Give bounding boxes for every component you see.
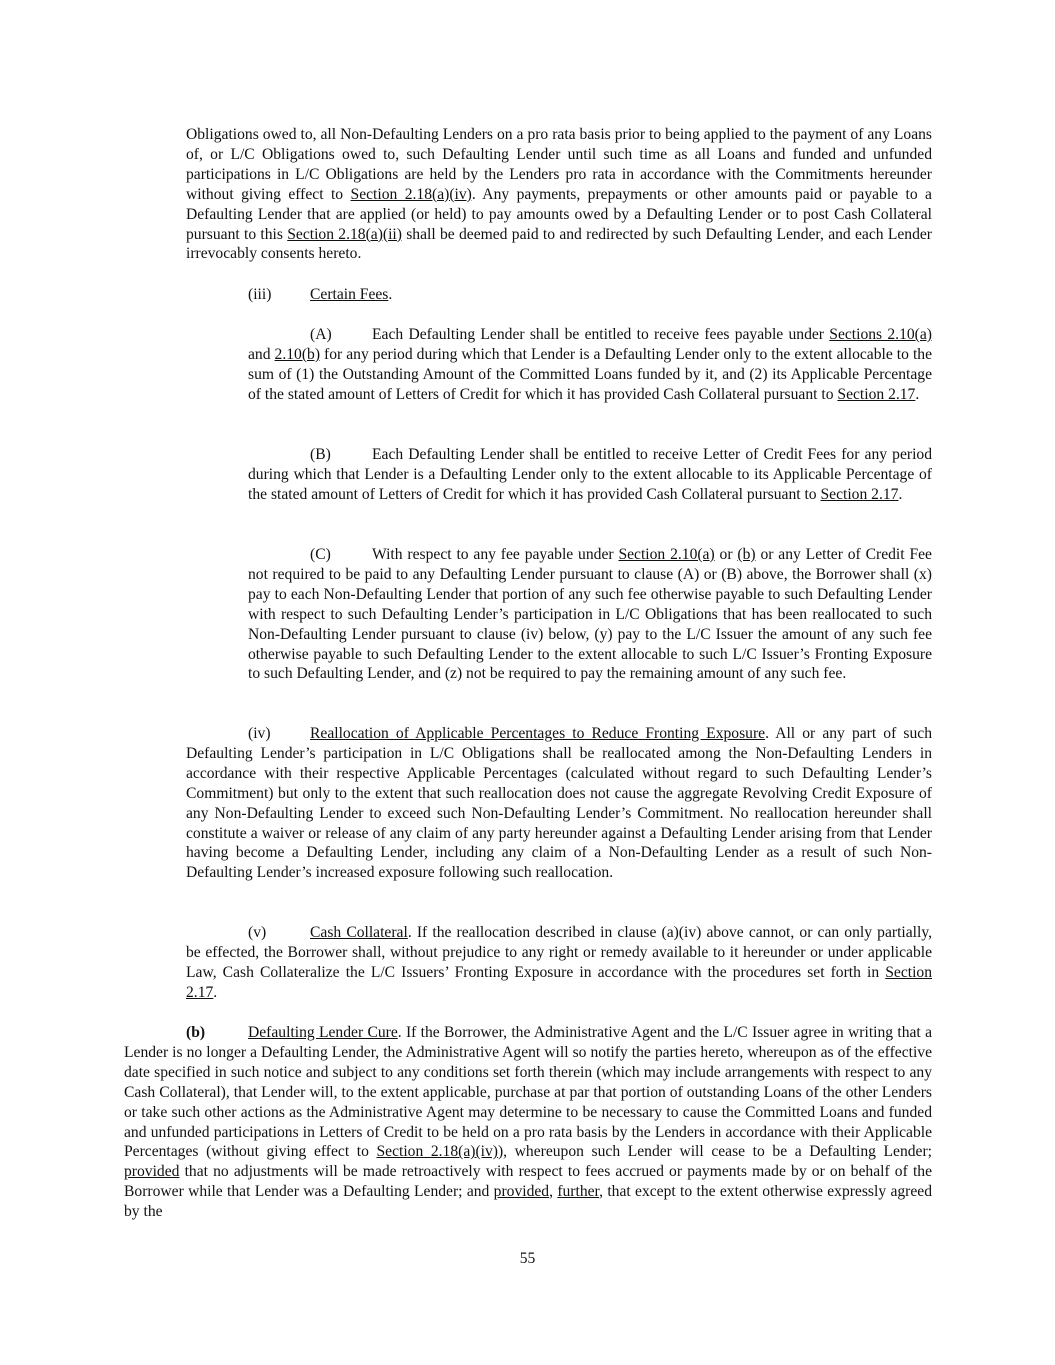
text: ), whereupon such Lender will cease to be a Defaulting Lender;	[497, 1143, 932, 1161]
text: .	[915, 385, 920, 403]
section-reference: 2.10(b)	[274, 345, 321, 363]
text: for any period during which that Lender is a Defaulting Lender only to the extent allocable to the sum of (1) the Outstanding Amount of the Committed Loans funded by it, and (2) its Applicable Percentage of the stated amount of Letters of Credit for which it has provided Cash Collateral pursuant to	[248, 345, 932, 403]
text: . Any payments, prepayments or other amounts paid or payable to a Defaulting Lender that are applied (or held) to pay amounts owed by a Defaulting Lender or to post Cash Collateral pursuant to this	[186, 185, 932, 243]
section-label: (b)	[186, 1024, 206, 1041]
text: . If the Borrower, the Administrative Agent and the L/C Issuer agree in writing that a Lender is no longer a Defaulting Lender, the Administrative Agent will so notify the parties hereto, whereupon as of the effective date specified in such notice and subject to any conditions set forth therein (which may include arrangements with respect to any Cash Collateral), that Lender will, to the extent applicable, purchase at par that portion of outstanding Loans of the other Lenders or take such other actions as the Administrative Agent may determine to be necessary to cause the Committed Loans and funded and unfunded participations in Letters of Credit to be held on a pro rata basis by the Lenders in accordance with their Applicable Percentages (without giving effect to	[124, 1024, 932, 1161]
proviso-term: provided	[493, 1183, 550, 1201]
section-reference: Section 2.17	[820, 485, 899, 503]
proviso-term: further	[557, 1183, 600, 1201]
text: . If the reallocation described in clause (a)(iv) above cannot, or can only partially, be effected, the Borrower shall, without prejudice to any right or remedy available to it hereunder or under applicable Law, Cash Collateralize the L/C Issuers’ Fronting Exposure in accordance with the procedures set forth in	[186, 924, 932, 981]
text: . All or any part of such Defaulting Lender’s participation in L/C Obligations shall be reallocated among the Non-Defaulting Lenders in accordance with their respective Applicable Percentages (calculated without regard to such Defaulting Lender’s Commitment) but only to the extent that such reallocation does not cause the aggregate Revolving Credit Exposure of any Non-Defaulting Lender to exceed such Non-Defaulting Lender’s Commitment. No reallocation hereunder shall constitute a waiver or release of any claim of any party hereunder against a Defaulting Lender arising from that Lender having become a Defaulting Lender, including any claim of a Non-Defaulting Lender as a result of such Non-Defaulting Lender’s increased exposure following such reallocation.	[186, 725, 932, 882]
section-reference: Section 2.18(a)(iv)	[350, 185, 472, 203]
paragraph-continuation	[186, 125, 932, 264]
text: Each Defaulting Lender shall be entitled to receive fees payable under	[372, 326, 830, 343]
text: Obligations owed to, all Non-Defaulting Lenders on a pro rata basis prior to being applied to the payment of any Loans of, or L/C Obligations owed to, such Defaulting Lender until such time as all Loans and funded and unfunded participations in L/C Obligations are held by the Lenders pro rata in accordance with the Commitments hereunder without giving effect to	[186, 126, 932, 203]
text: .	[388, 286, 393, 303]
section-reference: Section 2.17	[837, 385, 916, 403]
paragraph-A	[248, 325, 932, 405]
paragraph-C	[248, 545, 932, 684]
paragraph-iv-reallocation	[186, 724, 932, 883]
text: or any Letter of Credit Fee not required to be paid to any Defaulting Lender pursuant to clause (A) or (B) above, the Borrower shall (x) pay to each Non-Defaulting Lender that portion of any such fee otherwise payable to such Defaulting Lender with respect to such Defaulting Lender’s participation in L/C Obligations that has been reallocated to such Non-Defaulting Lender pursuant to clause (iv) below, (y) pay to the L/C Issuer the amount of any such fee otherwise payable to such Defaulting Lender to the extent allocable to such L/C Issuer’s Fronting Exposure to such Defaulting Lender, and (z) not be required to pay the remaining amount of any such fee.	[248, 546, 932, 683]
section-reference: (b)	[737, 546, 756, 563]
clause-label: (v)	[248, 924, 267, 941]
text: or	[714, 546, 738, 563]
clause-label: (B)	[310, 446, 331, 463]
text: that no adjustments will be made retroactively with respect to fees accrued or payments made by or on behalf of the Borrower while that Lender was a Defaulting Lender; and	[124, 1163, 932, 1201]
clause-label: (iv)	[248, 725, 271, 742]
clause-heading: Certain Fees	[310, 286, 389, 303]
heading-iii-certain-fees	[248, 285, 932, 305]
clause-label: (A)	[310, 326, 332, 343]
text: and	[248, 345, 275, 363]
section-reference: Section 2.10(a)	[618, 546, 715, 563]
text: , that except to the extent otherwise expressly agreed by the	[124, 1183, 932, 1221]
section-reference: Section 2.17	[186, 963, 932, 1001]
text: .	[898, 485, 903, 503]
section-reference: Sections 2.10(a)	[829, 326, 932, 343]
clause-heading: Cash Collateral	[310, 924, 408, 941]
section-reference: Section 2.18(a)(ii)	[287, 225, 402, 243]
clause-label: (C)	[310, 546, 331, 563]
paragraph-v-cash-collateral	[186, 923, 932, 1003]
clause-label: (iii)	[248, 286, 272, 303]
proviso-term: provided	[124, 1163, 180, 1181]
text: .	[213, 983, 218, 1001]
text: shall be deemed paid to and redirected by such Defaulting Lender, and each Lender irrevocably consents hereto.	[186, 225, 932, 263]
text: With respect to any fee payable under	[372, 546, 619, 563]
clause-heading: Reallocation of Applicable Percentages to Reduce Fronting Exposure	[310, 725, 766, 742]
section-heading: Defaulting Lender Cure	[248, 1024, 398, 1041]
text: ,	[549, 1183, 558, 1201]
page-number: 55	[519, 1250, 536, 1267]
section-reference: Section 2.18(a)(iv)	[376, 1143, 498, 1161]
text: Each Defaulting Lender shall be entitled to receive Letter of Credit Fees for any period during which that Lender is a Defaulting Lender only to the extent allocable to its Applicable Percentage of the stated amount of Letters of Credit for which it has provided Cash Collateral pursuant to	[248, 446, 932, 503]
paragraph-b-defaulting-lender-cure	[124, 1023, 932, 1222]
paragraph-B	[248, 445, 932, 505]
